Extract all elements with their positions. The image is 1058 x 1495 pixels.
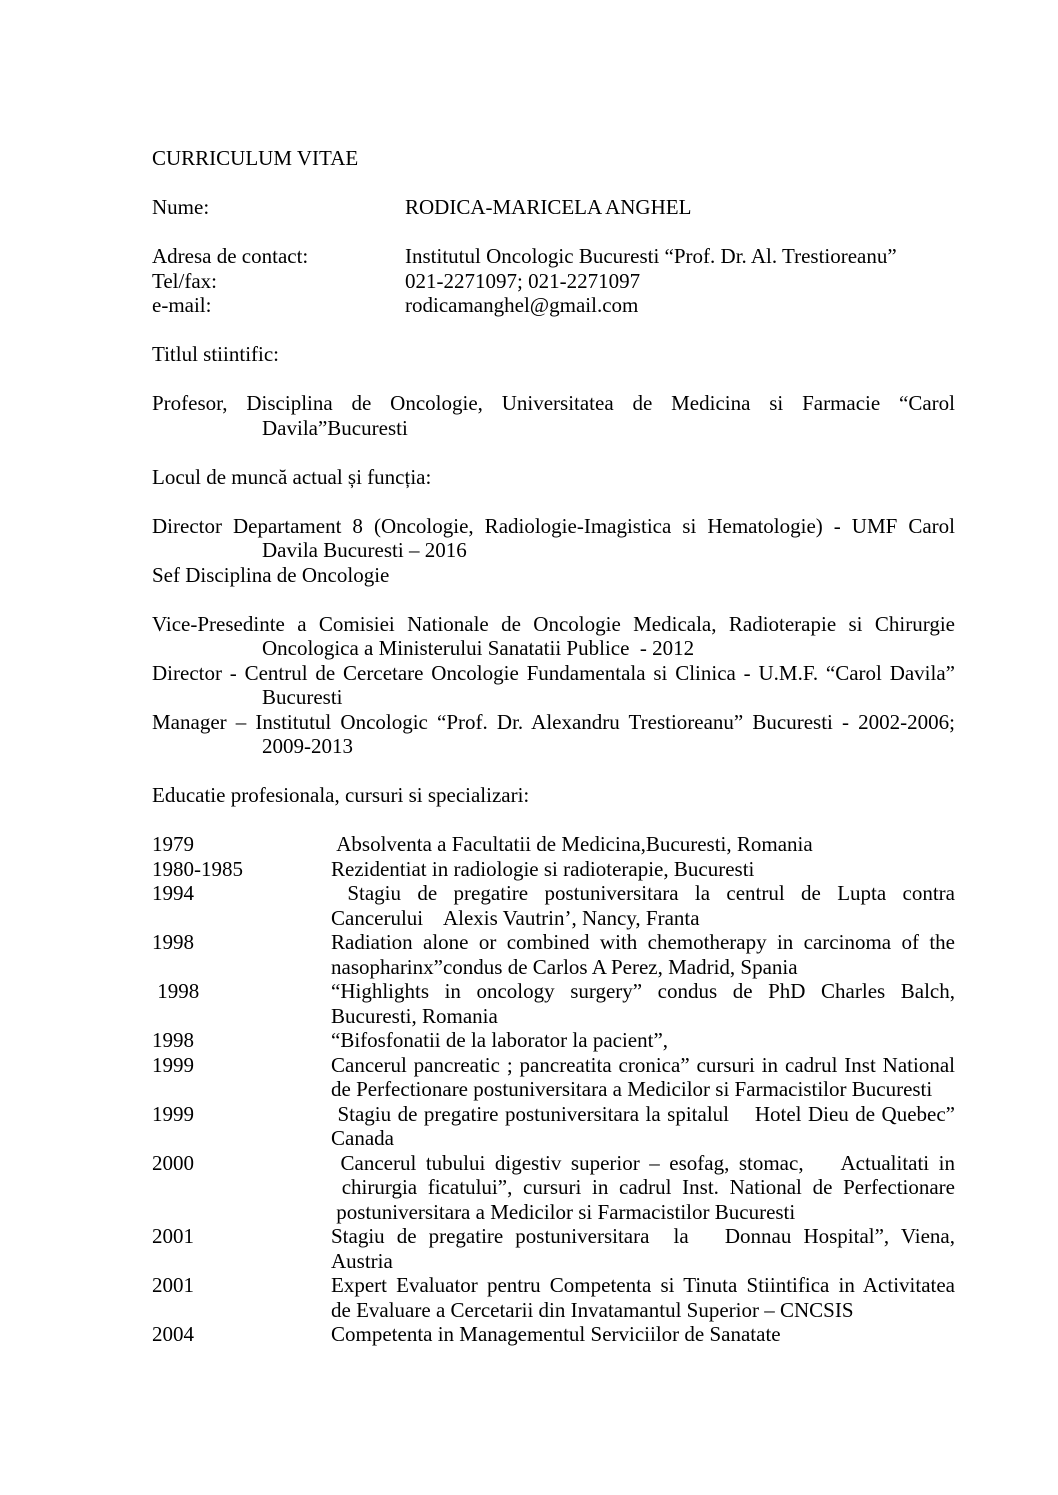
scientific-title-line: Davila”Bucuresti (262, 415, 408, 440)
contact-row-address (152, 244, 955, 269)
education-year: 2004 (152, 1322, 194, 1346)
education-description-line: nasopharinx”condus de Carlos A Perez, Madrid, Spania (331, 954, 798, 979)
education-year: 2001 (152, 1224, 194, 1248)
education-description-line: Austria (331, 1248, 393, 1273)
education-entry (152, 1224, 955, 1273)
education-description-line: Stagiu de pregatire postuniversitara la Donnau Hospital”, Viena, (331, 1224, 955, 1248)
current-position-line: Manager – Institutul Oncologic “Prof. Dr. Alexandru Trestioreanu” Bucuresti - 2002-2006; (152, 709, 955, 734)
education-entry (152, 979, 955, 1028)
address-label: Adresa de contact: (152, 244, 309, 268)
education-description-line: Expert Evaluator pentru Competenta si Tinuta Stiintifica in Activitatea (331, 1273, 955, 1297)
contact-row-name (152, 195, 955, 220)
email-label: e-mail: (152, 293, 212, 317)
name-label: Nume: (152, 195, 210, 219)
education-description-line: Bucuresti, Romania (331, 1003, 498, 1028)
education-description-line: postuniversitara a Medicilor si Farmacistilor Bucuresti (331, 1199, 796, 1224)
education-description-line: Cancerului Alexis Vautrin’, Nancy, Franta (331, 905, 700, 930)
education-description-line: Stagiu de pregatire postuniversitara la spitalul Hotel Dieu de Quebec” (331, 1101, 955, 1126)
blank-line (152, 440, 955, 465)
education-heading: Educatie profesionala, cursuri si specializari: (152, 783, 530, 807)
contact-row-telfax (152, 269, 955, 294)
blank-line (152, 171, 955, 196)
address-value: Institutul Oncologic Bucuresti “Prof. Dr. Al. Trestioreanu” (405, 244, 897, 268)
current-position-line: Vice-Presedinte a Comisiei Nationale de Oncologie Medicala, Radioterapie si Chirurgie (152, 611, 955, 636)
current-position-heading: Locul de muncă actual și funcția: (152, 464, 432, 489)
current-position-line: Director Departament 8 (Oncologie, Radiologie-Imagistica si Hematologie) - UMF Carol (152, 513, 955, 538)
email-value: rodicamanghel@gmail.com (405, 293, 639, 317)
telfax-label: Tel/fax: (152, 268, 217, 293)
education-year: 1999 (152, 1052, 194, 1077)
education-entry (152, 1053, 955, 1102)
education-year: 1998 (152, 979, 200, 1003)
education-year: 1999 (152, 1101, 194, 1126)
current-position-line: Oncologica a Ministerului Sanatatii Publice - 2012 (262, 636, 695, 660)
current-position-line: 2009-2013 (262, 734, 353, 758)
education-description-line: Cancerul pancreatic ; pancreatita cronica” cursuri in cadrul Inst National (331, 1052, 955, 1077)
education-description-line: chirurgia ficatului”, cursuri in cadrul Inst. National de Perfectionare (331, 1175, 955, 1199)
education-year: 2000 (152, 1150, 194, 1175)
blank-line (152, 759, 955, 784)
blank-line (152, 587, 955, 612)
education-description-line: Radiation alone or combined with chemotherapy in carcinoma of the (331, 930, 955, 954)
education-description-line: Competenta in Managementul Serviciilor de Sanatate (331, 1322, 781, 1346)
education-description-line: Absolventa a Facultatii de Medicina,Bucuresti, Romania (331, 832, 813, 856)
education-entry (152, 1102, 955, 1151)
blank-line (152, 220, 955, 245)
blank-line (152, 489, 955, 514)
education-description-line: de Perfectionare postuniversitara a Medicilor si Farmacistilor Bucuresti (331, 1077, 933, 1101)
education-entry (152, 1273, 955, 1322)
education-entry (152, 1028, 955, 1053)
current-position-line: Davila Bucuresti – 2016 (262, 538, 467, 562)
scientific-title-line: Profesor, Disciplina de Oncologie, Universitatea de Medicina si Farmacie “Carol (152, 391, 955, 415)
education-year: 1994 (152, 881, 194, 905)
education-entry (152, 832, 955, 857)
education-year: 1980-1985 (152, 856, 243, 881)
blank-line (152, 808, 955, 833)
contact-row-email (152, 293, 955, 318)
education-entry (152, 1151, 955, 1225)
current-position-line: Bucuresti (262, 685, 343, 709)
education-year: 1979 (152, 832, 194, 856)
education-description-line: de Evaluare a Cercetarii din Invatamantul Superior – CNCSIS (331, 1297, 854, 1322)
education-description-line: Canada (331, 1126, 394, 1150)
education-entry (152, 881, 955, 930)
education-description-line: “Bifosfonatii de la laborator la pacient”, (331, 1028, 669, 1052)
education-description-line: Stagiu de pregatire postuniversitara la centrul de Lupta contra (331, 881, 955, 905)
education-description-line: Cancerul tubului digestiv superior – esofag, stomac, Actualitati in (331, 1150, 956, 1175)
education-entry (152, 930, 955, 979)
education-description-line: Rezidentiat in radiologie si radioterapie, Bucuresti (331, 856, 755, 881)
education-year: 1998 (152, 930, 194, 954)
name-value: RODICA-MARICELA ANGHEL (405, 195, 692, 219)
blank-line (152, 318, 955, 343)
education-entry (152, 857, 955, 882)
education-year: 2001 (152, 1273, 194, 1297)
education-description-line: “Highlights in oncology surgery” condus de PhD Charles Balch, (331, 979, 955, 1003)
current-position-line: Sef Disciplina de Oncologie (152, 562, 390, 587)
education-year: 1998 (152, 1028, 194, 1052)
telfax-value: 021-2271097; 021-2271097 (405, 268, 641, 293)
education-entry (152, 1322, 955, 1347)
document-title: CURRICULUM VITAE (152, 146, 359, 170)
blank-line (152, 367, 955, 392)
current-position-line: Director - Centrul de Cercetare Oncologie Fundamentala si Clinica - U.M.F. “Carol Davila” (152, 660, 955, 685)
scientific-title-heading: Titlul stiintific: (152, 342, 280, 366)
